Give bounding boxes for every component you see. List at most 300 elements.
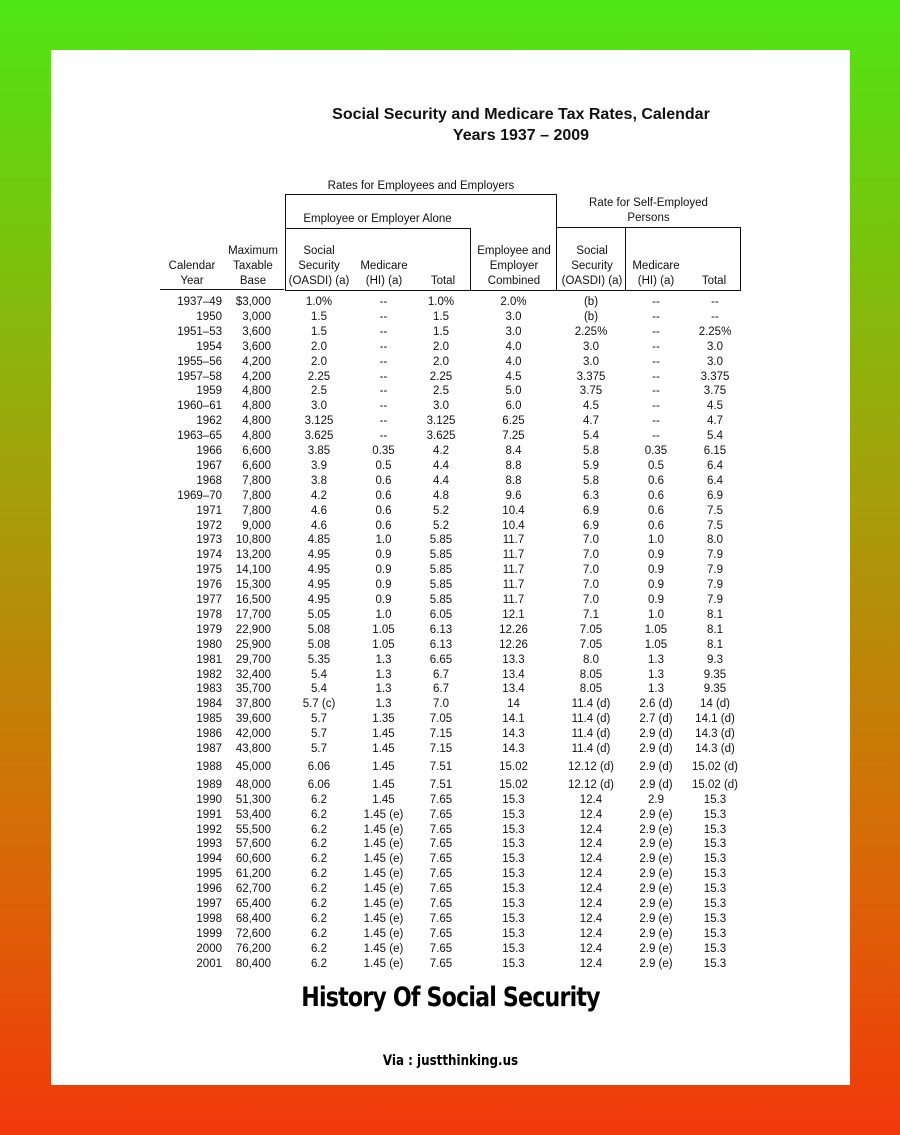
table-cell: 12.26 bbox=[499, 638, 528, 651]
table-cell: 13.4 bbox=[502, 683, 525, 696]
table-cell: 15.3 bbox=[502, 883, 525, 896]
col-header-se-oasdi bbox=[557, 244, 627, 289]
table-cell: 12.12 (d) bbox=[567, 760, 615, 773]
table-cell: 4.6 bbox=[311, 504, 327, 517]
table-cell: 1.45 (e) bbox=[363, 898, 404, 910]
table-cell: 5.08 bbox=[307, 623, 331, 636]
table-cell: 65,400 bbox=[235, 898, 271, 910]
table-cell: 1.45 (e) bbox=[363, 957, 404, 970]
col-header-se-total bbox=[686, 274, 742, 289]
table-cell: 1975 bbox=[196, 564, 222, 577]
table-cell: 6.2 bbox=[311, 868, 327, 881]
table-cell: 6.7 bbox=[433, 683, 449, 696]
table-cell: 2.9 (d) bbox=[639, 728, 673, 741]
col-header-medicare bbox=[353, 259, 415, 289]
table-cell: 60,600 bbox=[235, 853, 271, 866]
table-cell: 3.75 bbox=[579, 385, 603, 398]
table-cell: 6.2 bbox=[311, 942, 327, 955]
table-cell: 7.65 bbox=[429, 883, 453, 896]
table-cell: 76,200 bbox=[235, 942, 271, 955]
table-cell: 7.0 bbox=[583, 549, 599, 562]
table-cell: 15.3 bbox=[703, 883, 727, 896]
col-header-text: Base bbox=[239, 275, 267, 287]
table-cell: 2.9 bbox=[648, 793, 664, 806]
table-cell: 5.7 bbox=[311, 713, 327, 726]
table-cell: 1996 bbox=[196, 883, 222, 896]
table-row bbox=[51, 326, 850, 341]
table-cell: 15.3 bbox=[502, 838, 525, 851]
table-row bbox=[51, 505, 850, 520]
table-cell: 2.25 bbox=[429, 370, 453, 383]
table-row bbox=[51, 898, 850, 913]
divider bbox=[285, 228, 470, 229]
col-header-text: (OASDI) (a) bbox=[288, 275, 350, 287]
table-cell: -- bbox=[652, 310, 660, 323]
table-cell: 7.65 bbox=[429, 912, 453, 925]
table-cell: (b) bbox=[583, 310, 599, 323]
table-cell: 2.9 (e) bbox=[639, 898, 673, 910]
table-cell: 4.0 bbox=[505, 355, 522, 368]
table-cell: 3.0 bbox=[583, 355, 599, 368]
table-row bbox=[51, 958, 850, 973]
table-cell: 2.9 (e) bbox=[639, 883, 673, 896]
table-cell: 12.4 bbox=[579, 942, 603, 955]
table-cell: 6.13 bbox=[429, 623, 453, 636]
table-cell: -- bbox=[652, 415, 660, 428]
table-cell: 12.4 bbox=[579, 898, 603, 910]
table-cell: 4.7 bbox=[707, 415, 723, 428]
table-cell: 14.3 bbox=[502, 743, 525, 755]
table-cell: 0.6 bbox=[375, 489, 392, 502]
table-cell: 15.02 bbox=[499, 778, 528, 791]
table-cell: 1.45 (e) bbox=[363, 838, 404, 851]
table-cell: 6.4 bbox=[707, 474, 723, 487]
table-cell: 6.4 bbox=[707, 459, 723, 472]
table-cell: 1.3 bbox=[375, 683, 392, 696]
table-cell: 7.65 bbox=[429, 942, 453, 955]
table-cell: 0.9 bbox=[375, 564, 392, 577]
table-cell: -- bbox=[379, 325, 388, 338]
table-cell: 4.8 bbox=[433, 489, 449, 502]
table-cell: 7.65 bbox=[429, 808, 453, 821]
table-cell: 14.1 (d) bbox=[695, 713, 735, 726]
col-header-text: (OASDI) (a) bbox=[561, 275, 623, 287]
table-cell: -- bbox=[379, 415, 388, 428]
table-cell: 5.85 bbox=[429, 549, 453, 562]
table-cell: 5.2 bbox=[433, 504, 449, 517]
table-cell: 6.25 bbox=[502, 415, 525, 428]
divider bbox=[285, 228, 286, 290]
table-cell: 13.3 bbox=[502, 653, 525, 666]
col-header-text: (HI) (a) bbox=[365, 275, 403, 287]
table-cell: 14.3 (d) bbox=[695, 728, 735, 741]
table-cell: 12.4 bbox=[579, 883, 603, 896]
table-cell: 1957–58 bbox=[177, 370, 222, 383]
caption-title: History Of Social Security bbox=[301, 982, 600, 1013]
table-cell: 15.3 bbox=[703, 942, 727, 955]
table-cell: 1.3 bbox=[648, 683, 664, 696]
table-cell: 1967 bbox=[196, 459, 222, 472]
table-cell: 1.0% bbox=[305, 296, 333, 308]
table-cell: 7.65 bbox=[429, 927, 453, 940]
table-cell: 9.6 bbox=[505, 489, 522, 502]
table-row bbox=[51, 868, 850, 883]
table-cell: 11.4 (d) bbox=[571, 743, 611, 755]
table-cell: 1.45 (e) bbox=[363, 927, 404, 940]
table-cell: 5.0 bbox=[505, 385, 522, 398]
table-row bbox=[51, 400, 850, 415]
table-cell: 5.35 bbox=[307, 653, 331, 666]
table-cell: 5.4 bbox=[583, 430, 599, 443]
table-cell: 39,600 bbox=[235, 713, 271, 726]
table-cell: 4.2 bbox=[311, 489, 327, 502]
table-cell: 15.3 bbox=[703, 898, 727, 910]
title-line-1: Social Security and Medicare Tax Rates, Calendar bbox=[332, 106, 710, 123]
table-cell: 53,400 bbox=[235, 808, 271, 821]
table-cell: 14 bbox=[507, 698, 520, 711]
table-cell: 1.05 bbox=[372, 638, 395, 651]
table-cell: 6.06 bbox=[307, 778, 331, 791]
table-cell: 5.85 bbox=[429, 579, 453, 592]
col-header-text: Year bbox=[180, 275, 204, 287]
table-cell: 0.6 bbox=[648, 489, 664, 502]
table-cell: 0.9 bbox=[648, 579, 664, 592]
table-cell: 15.3 bbox=[703, 868, 727, 881]
table-cell: 1998 bbox=[196, 912, 222, 925]
table-cell: 7.0 bbox=[583, 594, 599, 606]
table-cell: 4.95 bbox=[307, 564, 331, 577]
table-cell: 5.85 bbox=[429, 564, 453, 577]
table-cell: 11.4 (d) bbox=[571, 728, 611, 741]
table-cell: 13,200 bbox=[235, 549, 271, 562]
table-cell: 4.5 bbox=[505, 370, 522, 383]
table-cell: -- bbox=[379, 340, 388, 353]
table-cell: 4.2 bbox=[433, 445, 449, 457]
table-cell: 0.6 bbox=[375, 519, 392, 532]
table-row bbox=[51, 913, 850, 928]
table-cell: 12.4 bbox=[579, 808, 603, 821]
col-header-oasdi bbox=[286, 244, 352, 289]
table-cell: 5.4 bbox=[311, 683, 327, 696]
table-row bbox=[51, 460, 850, 475]
table-cell: 1988 bbox=[196, 760, 222, 773]
table-cell: 7.0 bbox=[583, 579, 599, 592]
table-cell: -- bbox=[711, 310, 719, 323]
table-cell: -- bbox=[379, 355, 388, 368]
table-cell: 7.65 bbox=[429, 957, 453, 970]
table-cell: 3.0 bbox=[707, 340, 723, 353]
table-cell: 1954 bbox=[196, 340, 222, 353]
table-cell: 7.51 bbox=[429, 760, 453, 773]
table-cell: 6.2 bbox=[311, 898, 327, 910]
table-cell: 1.05 bbox=[372, 623, 395, 636]
table-cell: 2.9 (e) bbox=[639, 927, 673, 940]
table-cell: 4,800 bbox=[242, 385, 271, 398]
table-cell: 14.3 (d) bbox=[695, 743, 735, 755]
table-cell: 7.5 bbox=[707, 519, 723, 532]
table-cell: 3,600 bbox=[242, 340, 271, 353]
table-row bbox=[51, 669, 850, 684]
table-cell: -- bbox=[379, 296, 388, 308]
table-cell: 1.45 (e) bbox=[363, 853, 404, 866]
table-row bbox=[51, 838, 850, 853]
table-cell: 2.25% bbox=[698, 325, 732, 338]
table-cell: 1937–49 bbox=[177, 296, 222, 308]
table-cell: 4.95 bbox=[307, 579, 331, 592]
table-cell: 6,600 bbox=[242, 445, 271, 457]
table-cell: -- bbox=[652, 370, 660, 383]
table-cell: 4.85 bbox=[307, 534, 331, 547]
table-cell: 1973 bbox=[196, 534, 222, 547]
table-row bbox=[51, 311, 850, 326]
table-cell: 7.05 bbox=[579, 623, 603, 636]
table-row bbox=[51, 928, 850, 943]
table-cell: 1960–61 bbox=[177, 400, 222, 413]
table-cell: 7.65 bbox=[429, 838, 453, 851]
table-cell: 1.05 bbox=[644, 623, 668, 636]
table-cell: 0.35 bbox=[372, 445, 395, 457]
table-cell: 6.13 bbox=[429, 638, 453, 651]
table-cell: 0.6 bbox=[648, 519, 664, 532]
table-cell: 12.1 bbox=[502, 608, 525, 621]
table-cell: 8.1 bbox=[707, 608, 723, 621]
table-row bbox=[51, 385, 850, 400]
table-cell: 0.9 bbox=[375, 594, 392, 606]
table-cell: -- bbox=[379, 385, 388, 398]
table-cell: 12.4 bbox=[579, 868, 603, 881]
table-cell: 1.5 bbox=[433, 325, 449, 338]
table-row bbox=[51, 609, 850, 624]
table-row bbox=[51, 698, 850, 713]
via-credit: Via : justthinking.us bbox=[382, 1053, 519, 1069]
table-cell: 0.6 bbox=[648, 474, 664, 487]
table-cell: 7,800 bbox=[242, 504, 271, 517]
table-cell: 5.7 bbox=[311, 743, 327, 755]
table-cell: 2.0% bbox=[500, 296, 527, 308]
table-cell: 7.65 bbox=[429, 823, 453, 836]
table-row bbox=[51, 654, 850, 669]
col-header-combined bbox=[471, 244, 557, 289]
table-cell: 15.3 bbox=[502, 793, 525, 806]
table-cell: 10.4 bbox=[502, 519, 525, 532]
table-cell: 15.3 bbox=[703, 823, 727, 836]
table-cell: 1962 bbox=[196, 415, 222, 428]
table-cell: 15.3 bbox=[703, 853, 727, 866]
col-header-text: Total bbox=[701, 275, 727, 287]
col-header-text: Calendar bbox=[168, 260, 216, 272]
table-cell: 1.3 bbox=[375, 653, 392, 666]
table-cell: 2.9 (e) bbox=[639, 868, 673, 881]
col-header-text: Medicare bbox=[632, 260, 680, 272]
table-cell: 9,000 bbox=[242, 519, 271, 532]
table-cell: 14,100 bbox=[235, 564, 271, 577]
table-row bbox=[51, 490, 850, 505]
table-cell: 1.35 bbox=[372, 713, 395, 726]
table-cell: 7.9 bbox=[707, 594, 723, 606]
col-header-text: Combined bbox=[487, 275, 541, 287]
table-cell: 14.1 bbox=[502, 713, 525, 726]
table-cell: 6.0 bbox=[505, 400, 522, 413]
table-cell: 1.45 bbox=[372, 728, 395, 741]
table-cell: 6.2 bbox=[311, 793, 327, 806]
table-row bbox=[51, 296, 850, 311]
table-cell: 1.0 bbox=[375, 534, 392, 547]
table-cell: 25,900 bbox=[235, 638, 271, 651]
table-cell: 57,600 bbox=[235, 838, 271, 851]
table-cell: 6.9 bbox=[583, 519, 599, 532]
col-header-text: Maximum bbox=[228, 245, 278, 257]
table-cell: 8.4 bbox=[505, 445, 522, 457]
table-cell: 5.85 bbox=[429, 534, 453, 547]
table-cell: 2.9 (d) bbox=[639, 743, 673, 755]
table-cell: 15.02 (d) bbox=[691, 778, 739, 791]
table-cell: 15,300 bbox=[235, 579, 271, 592]
table-cell: 8.1 bbox=[707, 623, 723, 636]
table-cell: 2001 bbox=[196, 957, 222, 970]
table-cell: 3.125 bbox=[304, 415, 334, 428]
table-cell: $3,000 bbox=[235, 296, 271, 308]
table-cell: 6.9 bbox=[707, 489, 723, 502]
table-cell: 1.0 bbox=[648, 534, 664, 547]
table-cell: 1977 bbox=[196, 594, 222, 606]
table-cell: 8.0 bbox=[583, 653, 599, 666]
table-cell: 2.25% bbox=[574, 325, 608, 338]
table-cell: 3.0 bbox=[505, 310, 522, 323]
table-cell: 15.3 bbox=[502, 927, 525, 940]
table-cell: 1955–56 bbox=[177, 355, 222, 368]
table-cell: 7.51 bbox=[429, 778, 453, 791]
table-cell: 0.6 bbox=[375, 504, 392, 517]
table-cell: 1978 bbox=[196, 608, 222, 621]
table-row bbox=[51, 713, 850, 728]
table-cell: -- bbox=[379, 370, 388, 383]
table-cell: 7,800 bbox=[242, 474, 271, 487]
table-row bbox=[51, 624, 850, 639]
table-cell: 1951–53 bbox=[177, 325, 222, 338]
table-cell: 5.05 bbox=[307, 608, 331, 621]
table-cell: 3.8 bbox=[311, 474, 327, 487]
table-cell: 2.9 (e) bbox=[639, 942, 673, 955]
divider bbox=[160, 289, 284, 290]
table-cell: 1.0 bbox=[648, 608, 664, 621]
table-cell: 13.4 bbox=[502, 668, 525, 681]
table-cell: 72,600 bbox=[235, 927, 271, 940]
self-employed-line-1: Rate for Self-Employed bbox=[589, 197, 708, 209]
table-cell: 1969–70 bbox=[177, 489, 222, 502]
table-cell: 1972 bbox=[196, 519, 222, 532]
col-header-text: Security bbox=[571, 260, 613, 272]
table-cell: 3.0 bbox=[433, 400, 449, 413]
table-row bbox=[51, 639, 850, 654]
table-cell: 15.3 bbox=[703, 927, 727, 940]
col-header-text: Medicare bbox=[360, 260, 408, 272]
table-cell: 3.0 bbox=[707, 355, 723, 368]
table-cell: 5.4 bbox=[311, 668, 327, 681]
table-cell: 45,000 bbox=[235, 760, 271, 773]
table-cell: 1.45 (e) bbox=[363, 883, 404, 896]
table-cell: 12.4 bbox=[579, 927, 603, 940]
table-cell: 1980 bbox=[196, 638, 222, 651]
table-cell: 7.5 bbox=[707, 504, 723, 517]
table-cell: 11.7 bbox=[502, 549, 525, 562]
table-row bbox=[51, 534, 850, 549]
table-cell: 1963–65 bbox=[177, 430, 222, 443]
table-row bbox=[51, 445, 850, 460]
table-cell: 6.2 bbox=[311, 838, 327, 851]
table-cell: 6.2 bbox=[311, 823, 327, 836]
table-cell: 12.4 bbox=[579, 912, 603, 925]
table-row bbox=[51, 579, 850, 594]
table-row bbox=[51, 371, 850, 386]
table-row bbox=[51, 594, 850, 609]
table-cell: 11.7 bbox=[502, 564, 525, 577]
table-cell: 4.7 bbox=[583, 415, 599, 428]
table-cell: 2.6 (d) bbox=[639, 698, 673, 711]
table-cell: 3.0 bbox=[505, 325, 522, 338]
table-cell: 14 (d) bbox=[699, 698, 731, 711]
table-cell: 15.3 bbox=[502, 942, 525, 955]
table-cell: 1.45 (e) bbox=[363, 823, 404, 836]
table-cell: 3.9 bbox=[311, 459, 327, 472]
table-cell: 1.3 bbox=[375, 698, 392, 711]
table-cell: -- bbox=[652, 296, 660, 308]
table-cell: 4.4 bbox=[433, 459, 449, 472]
table-cell: 15.3 bbox=[703, 912, 727, 925]
table-cell: 8.0 bbox=[707, 534, 723, 547]
table-cell: 0.35 bbox=[644, 445, 668, 457]
table-cell: 2.0 bbox=[311, 355, 327, 368]
table-cell: -- bbox=[652, 385, 660, 398]
table-cell: 1.45 (e) bbox=[363, 868, 404, 881]
table-cell: 4.0 bbox=[505, 340, 522, 353]
col-header-text: Social bbox=[576, 245, 608, 257]
table-cell: 68,400 bbox=[235, 912, 271, 925]
table-cell: 11.7 bbox=[502, 534, 525, 547]
table-cell: 4,200 bbox=[242, 370, 271, 383]
table-cell: 7.1 bbox=[583, 608, 599, 621]
table-cell: 6.05 bbox=[429, 608, 453, 621]
table-cell: 11.7 bbox=[502, 594, 525, 606]
col-header-text: Employee and bbox=[477, 245, 551, 257]
table-row bbox=[51, 761, 850, 776]
table-cell: 11.7 bbox=[502, 579, 525, 592]
table-cell: 3,600 bbox=[242, 325, 271, 338]
table-cell: 14.3 bbox=[502, 728, 525, 741]
table-cell: 3.625 bbox=[426, 430, 456, 443]
table-cell: 8.05 bbox=[579, 683, 603, 696]
table-row bbox=[51, 475, 850, 490]
table-cell: 15.3 bbox=[502, 868, 525, 881]
table-cell: 62,700 bbox=[235, 883, 271, 896]
table-cell: 1976 bbox=[196, 579, 222, 592]
table-cell: 3.625 bbox=[304, 430, 334, 443]
table-cell: 7.9 bbox=[707, 579, 723, 592]
table-cell: 15.3 bbox=[502, 808, 525, 821]
table-cell: 6.2 bbox=[311, 853, 327, 866]
table-cell: 2.9 (e) bbox=[639, 838, 673, 851]
table-cell: 10.4 bbox=[502, 504, 525, 517]
table-cell: 2.5 bbox=[433, 385, 449, 398]
table-cell: 4,800 bbox=[242, 400, 271, 413]
table-cell: 4.6 bbox=[311, 519, 327, 532]
table-cell: 0.9 bbox=[375, 579, 392, 592]
table-cell: 1990 bbox=[196, 793, 222, 806]
table-cell: 15.3 bbox=[502, 912, 525, 925]
table-cell: 6.2 bbox=[311, 883, 327, 896]
table-cell: 1.5 bbox=[433, 310, 449, 323]
table-cell: 0.6 bbox=[648, 504, 664, 517]
table-row bbox=[51, 794, 850, 809]
